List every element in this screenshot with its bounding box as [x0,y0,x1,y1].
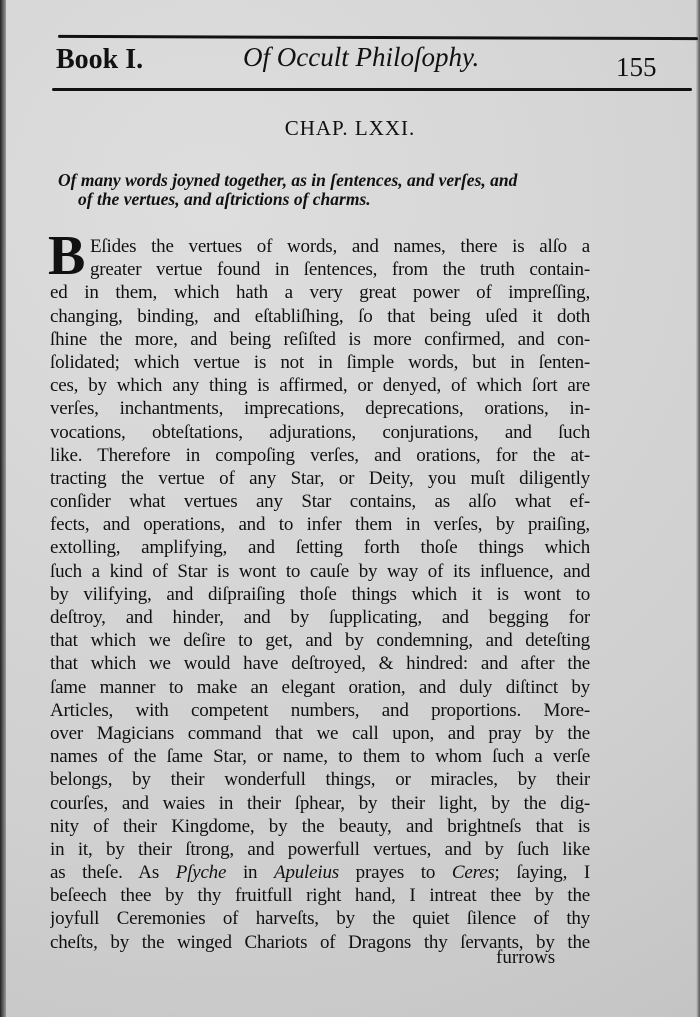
text-line: deſtroy, and hinder, and by ſupplicating, and begging for [50,607,590,628]
text-line: fects, and operations, and to infer them in verſes, by praiſing, [50,514,590,536]
text-line-with-names [50,861,590,884]
catchword: furrows [496,947,556,968]
text-segment: in [226,862,275,884]
name-psyche: Pſyche [175,862,227,884]
text-line: verſes, inchantments, imprecations, deprecations, orations, in- [50,398,590,420]
chapter-subtitle-line-1: Of many words joyned together, as in ſentences, and verſes, and [58,170,518,190]
text-line: that which we deſire to get, and by condemning, and deteſting [50,630,590,652]
chapter-title: CHAP. LXXI. [284,116,416,140]
running-head-book: Book I. [56,44,144,75]
chapter-subtitle-line-2: of the vertues, and aſtrictions of charms. [78,189,371,209]
text-line: names of the ſame Star, or name, to them to whom ſuch a verſe [50,746,590,768]
name-apuleius: Apuleius [274,862,339,884]
text-line: conſider what vertues any Star contains, as alſo what ef- [50,491,590,513]
text-line: belongs, by their wonderfull things, or miracles, by their [50,769,590,791]
text-line: beſeech thee by thy fruitfull right hand, I intreat thee by the [50,885,590,907]
text-line: changing, binding, and eſtabliſhing, ſo that being uſed it doth [50,305,590,327]
text-line: tracting the vertue of any Star, or Deity, you muſt diligently [50,467,590,489]
text-line: ſolidated; which vertue is not in ſimple words, but in ſenten- [50,351,590,373]
text-line: joyfull Ceremonies of harveſts, by the quiet ſilence of thy [50,908,590,930]
text-line: in it, by their ſtrong, and powerfull vertues, and by ſuch like [50,838,590,860]
text-line: courſes, and waies in their ſphear, by their light, by the dig- [50,792,590,814]
text-line: Eſides the vertues of words, and names, there is alſo a [90,236,590,257]
text-line: ces, by which any thing is affirmed, or denyed, of which ſort are [50,375,590,397]
page-edge-right [696,0,700,1017]
text-line: by vilifying, and diſpraiſing thoſe things which it is wont to [50,583,590,605]
text-line: extolling, amplifying, and ſetting forth thoſe things which [50,537,590,559]
page-edge-left [0,0,6,1017]
text-line: ed in them, which hath a very great power of impreſſing, [50,282,590,304]
text-line: greater vertue found in ſentences, from the truth contain- [90,259,590,281]
text-line: ſuch a kind of Star is wont to cauſe by way of its influence, and [50,560,590,582]
name-ceres: Ceres [451,862,495,884]
text-segment: ; ſaying, I [494,862,590,884]
text-line: vocations, obteſtations, adjurations, conjurations, and ſuch [50,421,590,443]
text-line: over Magicians command that we call upon, and pray by the [50,722,590,744]
drop-cap: B [48,225,86,287]
header-rule-top [58,35,698,40]
page-number: 155 [616,52,657,82]
text-line: cheſts, by the winged Chariots of Dragons thy ſervants, by the [50,931,590,953]
text-line: ſhine the more, and being reſiſted is more confirmed, and con- [50,328,590,350]
text-line: nity of their Kingdome, by the beauty, and brightneſs that is [50,815,590,837]
running-head-title: Of Occult Philoſophy. [243,42,480,72]
text-line: ſame manner to make an elegant oration, and duly diſtinct by [50,676,590,698]
text-segment: prayes to [338,862,452,884]
text-line: Articles, with competent numbers, and proportions. More- [50,699,590,721]
text-line: that which we would have deſtroyed, & hindred: and after the [50,653,590,675]
header-rule-bottom [52,88,692,91]
body-text [50,235,590,954]
text-segment: as theſe. As [50,862,176,884]
text-line: like. Therefore in compoſing verſes, and orations, for the at- [50,444,590,466]
